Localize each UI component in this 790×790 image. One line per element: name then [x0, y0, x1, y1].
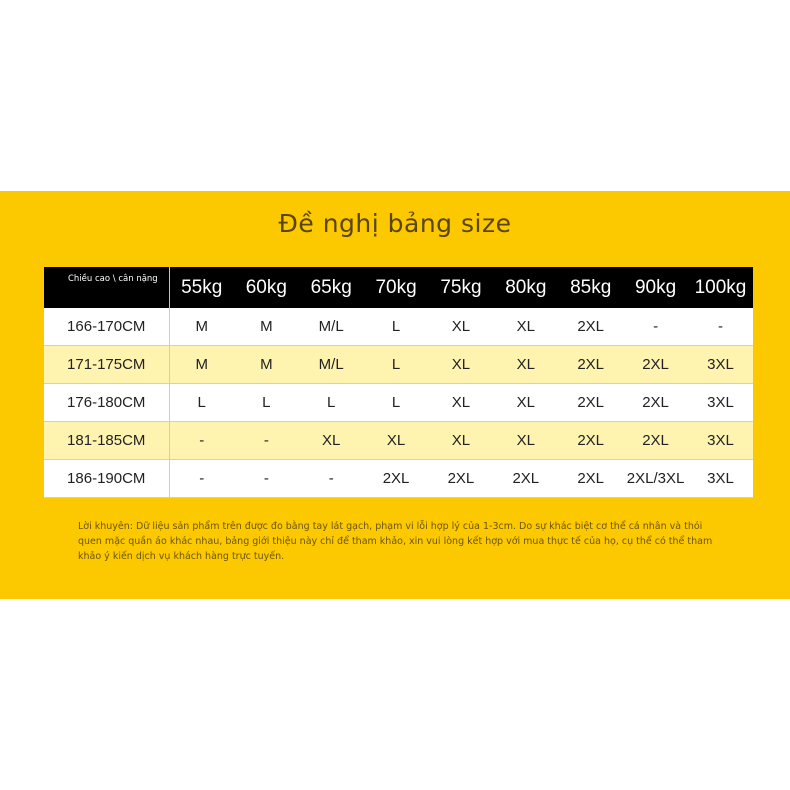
size-cell: M — [234, 308, 299, 346]
size-cell: XL — [429, 346, 494, 384]
row-height-label: 171-175CM — [44, 346, 169, 384]
corner-header: Chiều cao \ cân nặng — [44, 267, 169, 308]
size-cell: 2XL — [623, 346, 688, 384]
size-cell: 2XL — [623, 384, 688, 422]
size-cell: - — [234, 422, 299, 460]
size-cell: M — [234, 346, 299, 384]
size-cell: 3XL — [688, 346, 753, 384]
size-cell: 2XL — [623, 422, 688, 460]
size-cell: 2XL — [558, 308, 623, 346]
column-header: 90kg — [623, 267, 688, 308]
table-row — [44, 422, 753, 460]
table-header-row — [44, 267, 753, 308]
size-cell: M — [169, 346, 234, 384]
size-cell: - — [234, 460, 299, 498]
size-cell: 2XL — [493, 460, 558, 498]
size-cell: M/L — [299, 346, 364, 384]
row-height-label: 166-170CM — [44, 308, 169, 346]
size-cell: XL — [493, 422, 558, 460]
size-cell: XL — [493, 308, 558, 346]
row-height-label: 181-185CM — [44, 422, 169, 460]
size-cell: XL — [429, 422, 494, 460]
size-cell: M — [169, 308, 234, 346]
page-title: Đề nghị bảng size — [278, 209, 512, 238]
column-header: 70kg — [364, 267, 429, 308]
size-cell: 3XL — [688, 460, 753, 498]
size-cell: 3XL — [688, 422, 753, 460]
column-header: 85kg — [558, 267, 623, 308]
table-row — [44, 460, 753, 498]
column-header: 60kg — [234, 267, 299, 308]
size-cell: XL — [493, 346, 558, 384]
size-cell: XL — [364, 422, 429, 460]
size-cell: L — [364, 346, 429, 384]
size-cell: 2XL — [429, 460, 494, 498]
size-table — [44, 267, 753, 498]
table-row — [44, 346, 753, 384]
column-header: 75kg — [429, 267, 494, 308]
size-cell: L — [299, 384, 364, 422]
size-cell: XL — [493, 384, 558, 422]
size-cell: L — [364, 308, 429, 346]
size-cell: 2XL — [558, 346, 623, 384]
column-header: 80kg — [493, 267, 558, 308]
column-header: 65kg — [299, 267, 364, 308]
size-cell: - — [688, 308, 753, 346]
size-cell: 2XL — [558, 384, 623, 422]
disclaimer-note: Lời khuyên: Dữ liệu sản phẩm trên được đo bằng tay lát gạch, phạm vi lỗi hợp lý của 1-3cm. Do sự khác biệt cơ thể cá nhân và thói quen mặc quần áo khác nhau, bảng giới thiệu này chỉ để tham khảo, xin vui lòng kết hợp với mua thực tế của họ, cụ thể có thể tham khảo ý kiến dịch vụ khách hàng trực tuyến. — [78, 521, 713, 562]
row-height-label: 176-180CM — [44, 384, 169, 422]
size-cell: XL — [429, 308, 494, 346]
table-row — [44, 308, 753, 346]
size-cell: XL — [429, 384, 494, 422]
size-cell: L — [364, 384, 429, 422]
size-cell: 2XL — [364, 460, 429, 498]
size-cell: - — [169, 422, 234, 460]
size-cell: 2XL/3XL — [623, 460, 688, 498]
size-cell: 2XL — [558, 422, 623, 460]
size-cell: XL — [299, 422, 364, 460]
size-cell: - — [169, 460, 234, 498]
size-cell: 3XL — [688, 384, 753, 422]
size-cell: - — [299, 460, 364, 498]
row-height-label: 186-190CM — [44, 460, 169, 498]
size-cell: L — [234, 384, 299, 422]
column-header: 55kg — [169, 267, 234, 308]
table-row — [44, 384, 753, 422]
size-cell: L — [169, 384, 234, 422]
size-cell: 2XL — [558, 460, 623, 498]
column-header: 100kg — [688, 267, 753, 308]
size-cell: - — [623, 308, 688, 346]
size-cell: M/L — [299, 308, 364, 346]
